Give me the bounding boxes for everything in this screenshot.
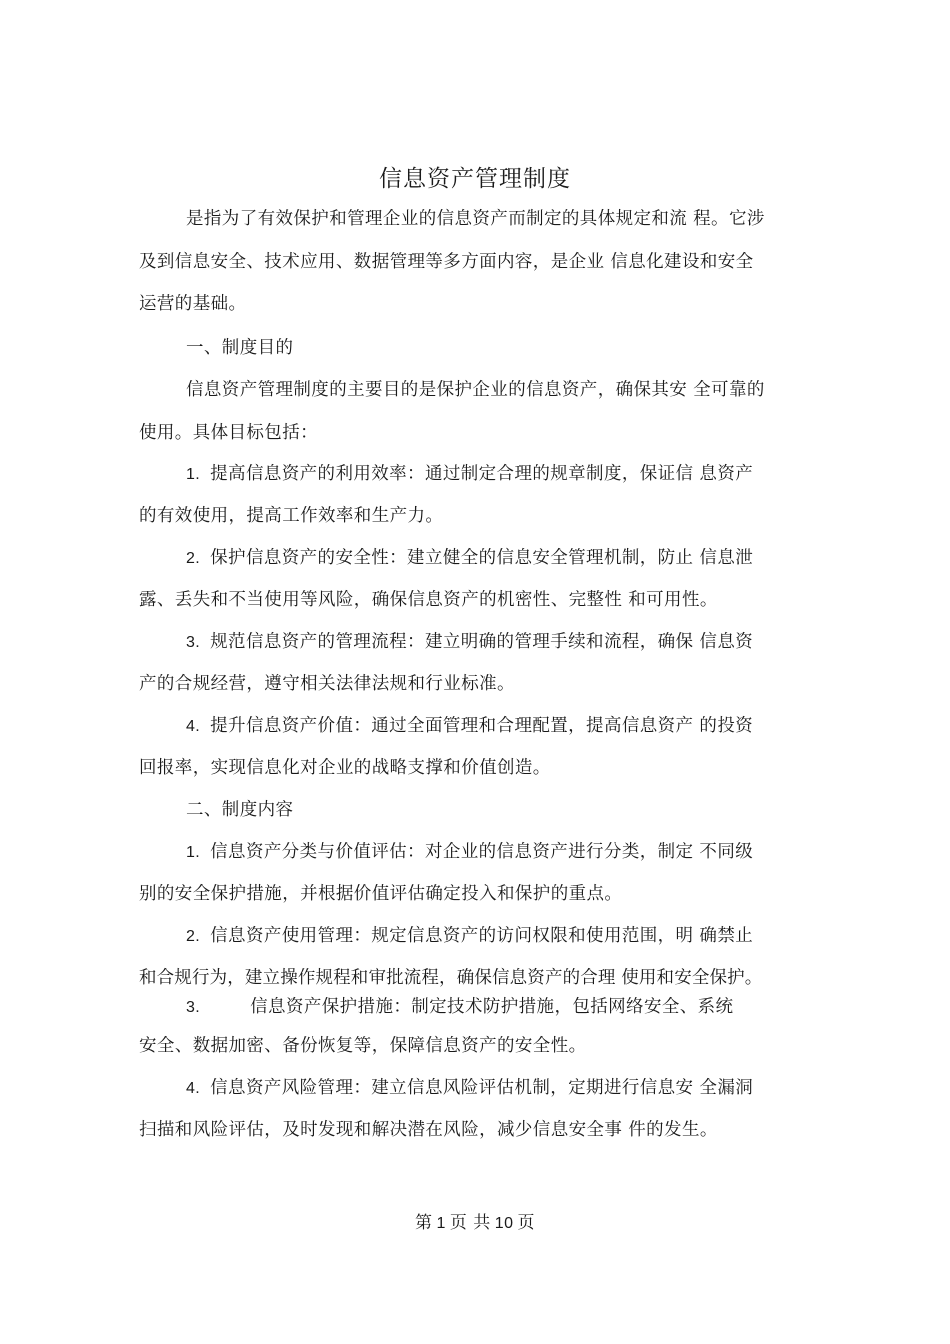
list-item-continuation: 回报率，实现信息化对企业的战略支撑和价值创造。 bbox=[139, 758, 551, 778]
section-lead-line-1: 信息资产管理制度的主要目的是保护企业的信息资产，确保其安 全可靠的 bbox=[186, 380, 765, 400]
list-item-number: 4. bbox=[186, 718, 201, 735]
total-page-number: 10 bbox=[494, 1215, 514, 1232]
section-lead-line-2: 使用。具体目标包括： bbox=[139, 423, 318, 443]
intro-line-1: 是指为了有效保护和管理企业的信息资产而制定的具体规定和流 程。它涉 bbox=[186, 209, 765, 229]
list-item-text: 保护信息资产的安全性：建立健全的信息安全管理机制，防止 信息泄 bbox=[210, 548, 754, 568]
footer-mid: 页 共 bbox=[449, 1213, 491, 1233]
list-item-number: 1. bbox=[186, 466, 201, 483]
footer-prefix: 第 bbox=[414, 1213, 433, 1233]
section-heading: 二、制度内容 bbox=[186, 800, 294, 820]
list-item-continuation: 安全、数据加密、备份恢复等，保障信息资产的安全性。 bbox=[139, 1036, 587, 1056]
list-item bbox=[186, 1075, 753, 1102]
list-item bbox=[186, 461, 753, 488]
list-item-continuation: 扫描和风险评估，及时发现和解决潜在风险，减少信息安全事 件的发生。 bbox=[139, 1120, 718, 1140]
current-page-number: 1 bbox=[436, 1215, 446, 1232]
list-item-text: 信息资产使用管理：规定信息资产的访问权限和使用范围，明 确禁止 bbox=[210, 926, 754, 946]
list-item-text: 信息资产保护措施：制定技术防护措施，包括网络安全、系统 bbox=[250, 997, 734, 1017]
list-item-text: 提升信息资产价值：通过全面管理和合理配置，提高信息资产 的投资 bbox=[210, 716, 754, 736]
list-item bbox=[186, 923, 753, 950]
list-item bbox=[186, 839, 753, 866]
footer-suffix: 页 bbox=[517, 1213, 536, 1233]
list-item-number: 2. bbox=[186, 928, 201, 945]
list-item bbox=[186, 629, 753, 656]
list-item bbox=[186, 994, 733, 1021]
section-heading: 一、制度目的 bbox=[186, 338, 294, 358]
list-item-continuation: 产的合规经营，遵守相关法律法规和行业标准。 bbox=[139, 674, 515, 694]
list-item-continuation: 和合规行为，建立操作规程和审批流程，确保信息资产的合理 使用和安全保护。 bbox=[139, 968, 763, 988]
page-footer bbox=[0, 1208, 950, 1233]
list-item-number: 2. bbox=[186, 550, 201, 567]
list-item-continuation: 的有效使用，提高工作效率和生产力。 bbox=[139, 506, 444, 526]
list-item-number: 4. bbox=[186, 1080, 201, 1097]
list-item-text: 规范信息资产的管理流程：建立明确的管理手续和流程，确保 信息资 bbox=[210, 632, 754, 652]
page-title: 信息资产管理制度 bbox=[379, 166, 571, 192]
list-item bbox=[186, 545, 753, 572]
list-item-number: 1. bbox=[186, 844, 201, 861]
list-item-continuation: 露、丢失和不当使用等风险，确保信息资产的机密性、完整性 和可用性。 bbox=[139, 590, 718, 610]
intro-line-3: 运营的基础。 bbox=[139, 294, 247, 314]
list-item bbox=[186, 713, 753, 740]
intro-line-2: 及到信息安全、技术应用、数据管理等多方面内容，是企业 信息化建设和安全 bbox=[139, 252, 754, 272]
list-item-text: 提高信息资产的利用效率：通过制定合理的规章制度，保证信 息资产 bbox=[210, 464, 754, 484]
list-item-text: 信息资产风险管理：建立信息风险评估机制，定期进行信息安 全漏洞 bbox=[210, 1078, 754, 1098]
list-item-continuation: 别的安全保护措施，并根据价值评估确定投入和保护的重点。 bbox=[139, 884, 623, 904]
list-item-number: 3. bbox=[186, 999, 201, 1016]
list-item-text: 信息资产分类与价值评估：对企业的信息资产进行分类，制定 不同级 bbox=[210, 842, 754, 862]
list-item-number: 3. bbox=[186, 634, 201, 651]
